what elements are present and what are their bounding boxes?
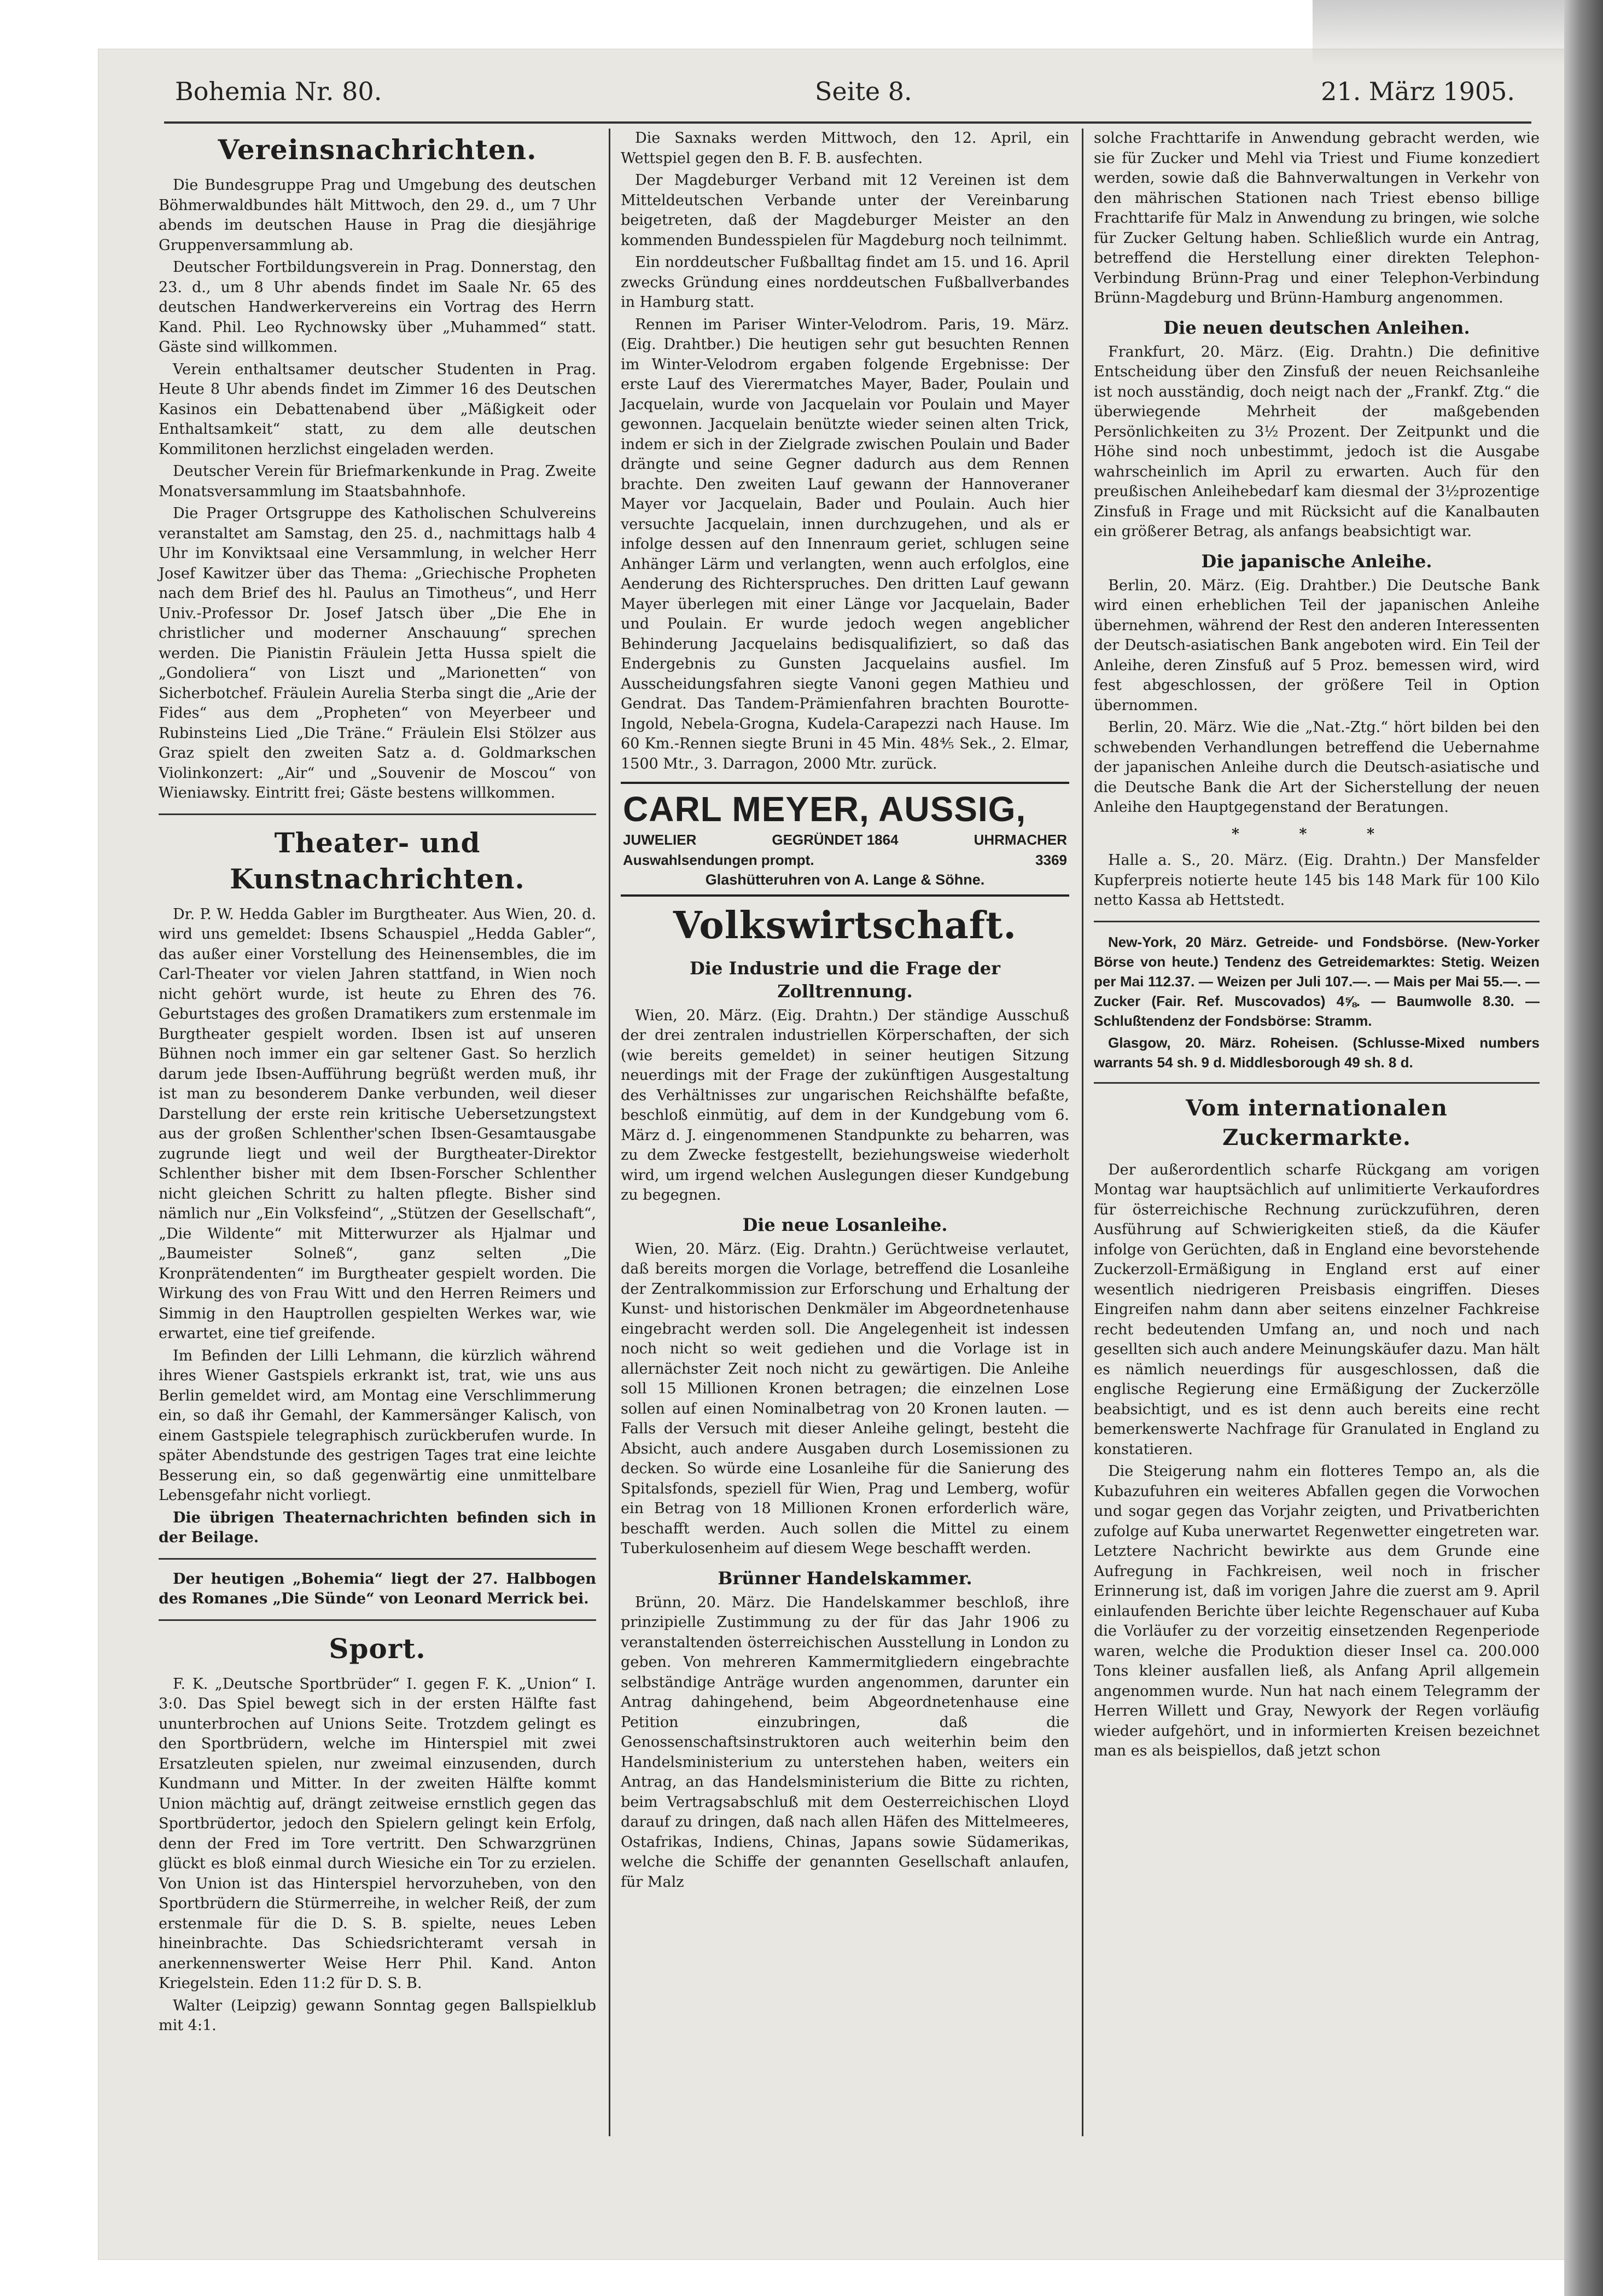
heading-volkswirtschaft: Volkswirtschaft.: [673, 903, 1017, 948]
column-3: [1094, 129, 1540, 1764]
subheading-bruenn: Brünner Handelskammer.: [718, 1567, 972, 1589]
subheading-industrie: Die Industrie und die Frage der Zolltrennung.: [690, 957, 1000, 1002]
article-paragraph: Wien, 20. März. (Eig. Drahtn.) Der ständige Ausschuß der drei zentralen industriellen Körperschaften, der sich (wie bereits gemeldet) in seiner heutigen Sitzung neuerdings mit der Frage der zukünftigen Ausgestaltung des Verhältnisses zur ungarischen Reichshälfte befaßte, beschloß einmütig, auf dem in der Kundgebung vom 6. März d. J. eingenommenen Standpunkte zu beharren, was zu dem Zwecke festgestellt, beziehungsweise wiederholt wird, um irgend welchen Auslegungen dieser Kundgebung zu begegnen.: [621, 1007, 1069, 1204]
ad-auswahl: Auswahlsendungen prompt.: [623, 851, 814, 868]
subheading-losanleihe: Die neue Losanleihe.: [742, 1214, 948, 1235]
subheading-reichsanleihe: Die neuen deutschen Anleihen.: [1163, 317, 1470, 338]
article-paragraph: Im Befinden der Lilli Lehmann, die kürzlich während ihres Wiener Gastspiels erkrankt ist, trat, wie uns aus Berlin gemeldet wird, am Montag eine Verschlimmerung ein, so daß ihr Gemahl, der Kammersänger Kalisch, von einem Gastspiele telegraphisch zurückberufen wurde. In später Abendstunde des gestrigen Tages trat eine leichte Besserung ein, so daß gegenwärtig eine unmittelbare Lebensgefahr nicht vorliegt.: [159, 1347, 596, 1504]
article-paragraph: Die Bundesgruppe Prag und Umgebung des deutschen Böhmerwaldbundes hält Mittwoch, den 29. d., um 7 Uhr abends im deutschen Hause in Prag die diesjährige Gruppenversammlung ab.: [159, 177, 596, 254]
article-paragraph: Berlin, 20. März. (Eig. Drahtber.) Die Deutsche Bank wird einen erheblichen Teil der japanischen Anleihe übernehmen, während der Rest den anderen Interessenten der Deutsch-asiatischen Bank angeboten wird. Ein Teil der Anleihe, deren Zinsfuß auf 5 Proz. bemessen wird, wird fest abgeschlossen, der größere Teil in Option übernommen.: [1094, 577, 1540, 714]
page-header: [175, 77, 1515, 115]
article-paragraph: Die Prager Ortsgruppe des Katholischen Schulvereins veranstaltet am Samstag, den 25. d., nachmittags halb 4 Uhr im Konviktsaal eine Versammlung, in welcher Herr Josef Kawitzer über das Thema: „Griechische Propheten nach dem Brief des hl. Paulus an Timotheus“, und Herr Univ.-Professor Dr. Josef Jatsch über „Die Ehe in christlicher und moderner Anschauung“ sprechen werden. Die Pianistin Fräulein Jetta Hussa spielt die „Gondoliera“ von Liszt und „Marionetten“ von Sicherbotchef. Fräulein Aurelia Sterba singt die „Arie der Fides“ aus dem „Propheten“ von Meyerbeer und Rubinsteins Lied „Die Träne.“ Fräulein Elsi Stölzer aus Graz spielt den zweiten Satz a. d. Goldmarkschen Violinkonzert: „Air“ und „Souvenir de Moscou“ von Wieniawsky. Eintritt frei; Gäste bestens willkommen.: [159, 505, 596, 801]
column-rule-2: [1082, 129, 1083, 2136]
article-paragraph: Dr. P. W. Hedda Gabler im Burgtheater. Aus Wien, 20. d. wird uns gemeldet: Ibsens Schauspiel „Hedda Gabler“, das außer einer Vorstellung des Heinensembles, die im Carl-Theater vor vielen Jahren stattfand, in Wien noch nicht gehört wurde, ist heute zu Ehren des 76. Geburtstages des großen Dramatikers zum erstenmale im Burgtheater gespielt worden. Ibsen ist auf unseren Bühnen noch immer ein gar seltener Gast. So herzlich darum jede Ibsen-Aufführung begrüßt werden muß, ihr ist man zu besonderem Danke verbunden, weil dieser Darstellung der erste rein kritische Uebersetzungstext aus der großen Schlenther'schen Ibsen-Gesamtausgabe zugrunde liegt und weil der Burgtheater-Direktor Schlenther bisher mit dem Ibsen-Forscher Schlenther nicht gleichen Schritt zu halten pflegte. Bisher sind nämlich nur „Ein Volksfeind“, „Stützen der Gesellschaft“, „Die Wildente“ mit Mitterwurzer als Hjalmar und „Baumeister Solneß“, ganz selten „Die Kronprätendenten“ im Burgtheater gespielt worden. Die Wirkung des von Frau Witt und den Herren Reimers und Simmig in den Hauptrollen gespielten Werkes war, wie erwartet, eine tief greifende.: [159, 905, 596, 1342]
header-page-number: Seite 8.: [815, 77, 912, 106]
article-paragraph: Die übrigen Theaternachrichten befinden sich in der Beilage.: [159, 1509, 596, 1546]
section-divider: [159, 1558, 596, 1560]
ad-company-name: CARL MEYER, AUSSIG,: [623, 789, 1027, 829]
ad-founded: GEGRÜNDET 1864: [772, 832, 899, 848]
heading-zuckermarkt: Vom internationalen Zuckermarkte.: [1186, 1095, 1448, 1150]
header-issue: Bohemia Nr. 80.: [175, 77, 382, 106]
page-edge-shadow: [1564, 0, 1603, 2296]
article-paragraph: Deutscher Fortbildungsverein in Prag. Donnerstag, den 23. d., um 8 Uhr abends findet im Saale Nr. 65 des deutschen Handwerkervereins ein Vortrag des Herrn Kand. Phil. Leo Rychnowsky über „Muhammed“ statt. Gäste sind willkommen.: [159, 259, 596, 356]
column-rule-1: [609, 129, 610, 2136]
section-divider: [1094, 921, 1540, 922]
article-paragraph: Berlin, 20. März. Wie die „Nat.-Ztg.“ hört bilden bei den schwebenden Verhandlungen betreffend die Uebernahme der japanischen Anleihe durch die Deutsch-asiatische und die Deutsche Bank die Art der Sicherstellung der neuen Anleihe den Hauptgegenstand der Beratungen.: [1094, 719, 1540, 816]
header-rule: [164, 121, 1531, 124]
article-paragraph: Rennen im Pariser Winter-Velodrom. Paris, 19. März. (Eig. Drahtber.) Die heutigen sehr gut besuchten Rennen im Winter-Velodrom ergaben folgende Ergebnisse: Der erste Lauf des Vierermatches Mayer, Bader, Poulain und Jacquelain, wurde von Jacquelain vor Poulain und Mayer gewonnen. Jacquelain benützte wieder seinen alten Trick, indem er sich in der Zielgrade zwischen Poulain und Bader drängte und seine Gegner dadurch aus dem Rennen brachte. Den zweiten Lauf gewann der Hannoveraner Mayer vor Jacquelain, Bader und Poulain. Auch hier versuchte Jacquelain, innen durchzugehen, und als er infolge dessen auf den Innenraum geriet, schlugen seine Anhänger Lärm und verlangten, wenn auch erfolglos, eine Aenderung des Richterspruches. Den dritten Lauf gewann Mayer überlegen mit einer Länge vor Jacquelain, Bader und Poulain. Er wurde jedoch wegen angeblicher Behinderung Jacquelains bedisqualifiziert, so daß das Endergebnis zu Gunsten Jacquelains ausfiel. Im Ausscheidungsfahren siegte Vanoni gegen Mathieu und Gendrat. Das Tandem-Prämienfahren brachten Bourotte-Ingold, Nebela-Grogna, Kudela-Carapezzi nach Hause. Im 60 Km.-Rennen siegte Bruni in 45 Min. 48⅘ Sek., 2. Elmar, 1500 Mtr., 3. Darragon, 2000 Mtr. zurück.: [621, 316, 1069, 772]
ad-glashuette: Glashütteruhren von A. Lange & Söhne.: [705, 871, 985, 888]
market-report-newyork: New-York, 20 März. Getreide- und Fondsbörse. (New-Yorker Börse von heute.) Tendenz des Getreidemarktes: Stetig. Weizen per Mai 112.37. — Weizen per Juli 107.—. — Mais per Mai 55.—. — Zucker (Fair. Ref. Muscovados) 4⅝. — Baumwolle 8.30. — Schlußtendenz der Fondsbörse: Stramm.: [1094, 933, 1540, 1029]
column-1: [159, 129, 596, 2038]
advertisement-carl-meyer: [621, 782, 1069, 897]
heading-theater: Theater- und Kunstnachrichten.: [230, 826, 525, 895]
article-paragraph: Brünn, 20. März. Die Handelskammer beschloß, ihre prinzipielle Zustimmung zu der für das Jahr 1906 zu veranstaltenden österreichischen Ausstellung in London zu geben. Von mehreren Kammermitgliedern eingebrachte selbständige Anträge wurden angenommen, darunter ein Antrag dahingehend, beim Abgeordnetenhause eine Petition einzubringen, daß die Genossenschaftsinstruktoren auch weiterhin beim den Handelsministerium zu unterstehen haben, weiters ein Antrag, an das Handelsministerium die Bitte zu richten, beim Vertragsabschluß mit dem Oesterreichischen Lloyd darauf zu dringen, daß nach allen Häfen des Mittelmeeres, Ostafrikas, Indiens, Chinas, Japans sowie Südamerikas, welche die Schiffe der genannten Gesellschaft anlaufen, für Malz: [621, 1594, 1069, 1891]
article-paragraph: Der außerordentlich scharfe Rückgang am vorigen Montag war hauptsächlich auf unlimitierte Verkaufordres für österreichische Rechnung zurückzuführen, deren Ausführung auf Schwierigkeiten stieß, da die Käufer infolge von Gerüchten, daß in England eine bevorstehende Zuckerzoll-Ermäßigung in England erst auf einer wesentlich niedrigeren Preisbasis eingriffen. Dieses Eingreifen nahm dann aber seitens einzelner Fachkreise recht bedeutenden Umfang an, und noch und nach gesellten sich auch andere Meinungskäufer dazu. Man hält es nämlich neuerdings für ausgeschlossen, daß die englische Regierung eine Ermäßigung der Zuckerzölle beabsichtigt, und es ist denn auch bereits eine recht bemerkenswerte Nachfrage für Granulated in England zu konstatieren.: [1094, 1161, 1540, 1458]
section-divider: [159, 1619, 596, 1621]
roman-notice: Der heutigen „Bohemia“ liegt der 27. Halbbogen des Romanes „Die Sünde“ von Leonard Merrick bei.: [159, 1570, 596, 1607]
ad-uhrmacher: UHRMACHER: [974, 832, 1067, 848]
ad-juwelier: JUWELIER: [623, 832, 697, 848]
ad-trade-line: [623, 830, 1067, 850]
article-paragraph: Ein norddeutscher Fußballtag findet am 15. und 16. April zwecks Gründung eines norddeutschen Fußballverbandes in Hamburg statt.: [621, 254, 1069, 311]
ad-number: 3369: [1035, 851, 1067, 868]
article-paragraph: Deutscher Verein für Briefmarkenkunde in Prag. Zweite Monatsversammlung im Staatsbahnhofe.: [159, 463, 596, 500]
subheading-japan: Die japanische Anleihe.: [1201, 550, 1432, 572]
article-paragraph: Die Steigerung nahm ein flotteres Tempo an, als die Kubazufuhren ein weiteres Abfallen gegen die Vorwochen und sogar gegen das Vorjahr zeigten, und Privatberichten zufolge auf Kuba unerwartet Regenwetter eingetreten war. Letztere Nachricht bewirkte aus dem Grunde eine Aufregung in Fachkreisen, weil noch in frischer Erinnerung ist, daß im vorigen Jahre die zuerst am 9. April einlaufenden Berichte über leichte Regenschauer auf Kuba die Vorläufer zu der vorzeitig einsetzenden Regenperiode waren, welche die Produktion dieser Insel ca. 200.000 Tons kleiner ausfallen ließ, als Anfang April allgemein angenommen wurde. Nun hat nach einem Telegramm der Herren Willett und Gray, Newyork der Regen vorläufig wieder aufgehört, und in informierten Kreisen bezeichnet man es als beispiellos, daß jetzt schon: [1094, 1463, 1540, 1759]
column-2: [621, 129, 1069, 1894]
heading-sport: Sport.: [329, 1632, 426, 1665]
article-paragraph: Der Magdeburger Verband mit 12 Vereinen ist dem Mitteldeutschen Verbande unter der Vereinbarung beigetreten, daß der Magdeburger Meister an den kommenden Bundesspielen für Magdeburg noch teilnimmt.: [621, 172, 1069, 249]
article-paragraph: Verein enthaltsamer deutscher Studenten in Prag. Heute 8 Uhr abends findet im Zimmer 16 des Deutschen Kasinos ein Debattenabend über „Mäßigkeit oder Enthaltsamkeit“ statt, zu dem alle deutschen Kommilitonen herzlichst eingeladen werden.: [159, 361, 596, 458]
article-paragraph: Die Saxnaks werden Mittwoch, den 12. April, ein Wettspiel gegen den B. F. B. ausfechten.: [621, 130, 1069, 167]
ad-selection-line: [623, 850, 1067, 870]
article-paragraph: Wien, 20. März. (Eig. Drahtn.) Gerüchtweise verlautet, daß bereits morgen die Vorlage, betreffend die Losanleihe der Zentralkommission zur Erforschung und Erhaltung der Kunst- und historischen Denkmäler im Abgeordnetenhause eingebracht werden soll. Die Angelegenheit ist indessen noch nicht so weit gediehen und die Vorlage ist in allernächster Zeit noch nicht zu gewärtigen. Die Anleihe soll 15 Millionen Kronen betragen; die einzelnen Lose sollen auf einen Nominalbetrag von 20 Kronen lauten. — Falls der Versuch mit dieser Anleihe gelingt, besteht die Absicht, auch andere Ausgaben durch Losemissionen zu decken. So würde eine Losanleihe für die Sanierung des Spitalsfonds, speziell für Wien, Prag und Lemberg, wofür ein Betrag von 18 Millionen Kronen erforderlich wäre, beschafft werden. Auch sollen die Mittel zu einem Tuberkulosenheim auf diesem Wege beschafft werden.: [621, 1240, 1069, 1557]
article-paragraph: Frankfurt, 20. März. (Eig. Drahtn.) Die definitive Entscheidung über den Zinsfuß der neuen Reichsanleihe ist noch ausständig, doch neigt nach der „Frankf. Ztg.“ die überwiegende Mehrheit der maßgebenden Persönlichkeiten zu 3½ Prozent. Der Zeitpunkt und die Höhe sind noch unbestimmt, jedoch ist die Ausgabe wahrscheinlich im April zu erwarten. Auch für den preußischen Anleihebedarf kam diesmal der 3½prozentige Zinsfuß in Frage und mit Rücksicht auf die Kanalbauten ein größerer Betrag, als anfangs beabsichtigt war.: [1094, 343, 1540, 540]
market-report-glasgow: Glasgow, 20. März. Roheisen. (Schlusse-Mixed numbers warrants 54 sh. 9 d. Middlesborough 49 sh. 8 d.: [1094, 1034, 1540, 1071]
header-date: 21. März 1905.: [1321, 77, 1515, 106]
article-paragraph: Walter (Leipzig) gewann Sonntag gegen Ballspielklub mit 4:1.: [159, 1997, 596, 2034]
page-corner-shadow: [1313, 0, 1603, 66]
article-paragraph: Halle a. S., 20. März. (Eig. Drahtn.) Der Mansfelder Kupferpreis notierte heute 145 bis 148 Mark für 100 Kilo netto Kassa ab Hettstedt.: [1094, 852, 1540, 909]
asterism-separator: * * *: [1231, 825, 1402, 842]
heading-vereinsnachrichten: Vereinsnachrichten.: [218, 133, 537, 166]
article-paragraph: solche Frachttarife in Anwendung gebracht werden, wie sie für Zucker und Mehl via Triest und Fiume konzediert werden, sowie daß die Bahnverwaltungen in Verkehr von den mährischen Stationen nach Triest ebenso billige Frachttarife für Malz in Anwendung zu bringen, wie solche für Zucker Geltung haben. Schließlich wurde ein Antrag, betreffend die Herstellung einer direkten Telephon-Verbindung Brünn-Prag und einer Telephon-Verbindung Brünn-Magdeburg und Brünn-Hamburg angenommen.: [1094, 130, 1540, 306]
section-divider: [1094, 1082, 1540, 1084]
section-divider: [159, 813, 596, 815]
article-paragraph: F. K. „Deutsche Sportbrüder“ I. gegen F. K. „Union“ I. 3:0. Das Spiel bewegt sich in der ersten Hälfte fast ununterbrochen auf Unions Seite. Trotzdem gelingt es den Sportbrüdern, welche im Hinterspiel mit zwei Ersatzleuten spielen, nur zweimal einzusenden, durch Kundmann und Mitter. In der zweiten Hälfte kommt Union mächtig auf, drängt zeitweise ernstlich gegen das Sportbrüdertor, jedoch den Spielern gelingt kein Erfolg, denn der Fred im Tore vertritt. Den Schwarzgrünen glückt es bloß einmal durch Wiesiche ein Tor zu erzielen. Von Union ist das Hinterspiel hervorzuheben, von den Sportbrüdern die Stürmerreihe, in welcher Reiß, der zum erstenmale für die D. S. B. spielte, neues Leben hineinbrachte. Das Schiedsrichteramt versah in anerkennenswerter Weise Herr Phil. Kand. Anton Kriegelstein. Eden 11:2 für D. S. B.: [159, 1675, 596, 1992]
